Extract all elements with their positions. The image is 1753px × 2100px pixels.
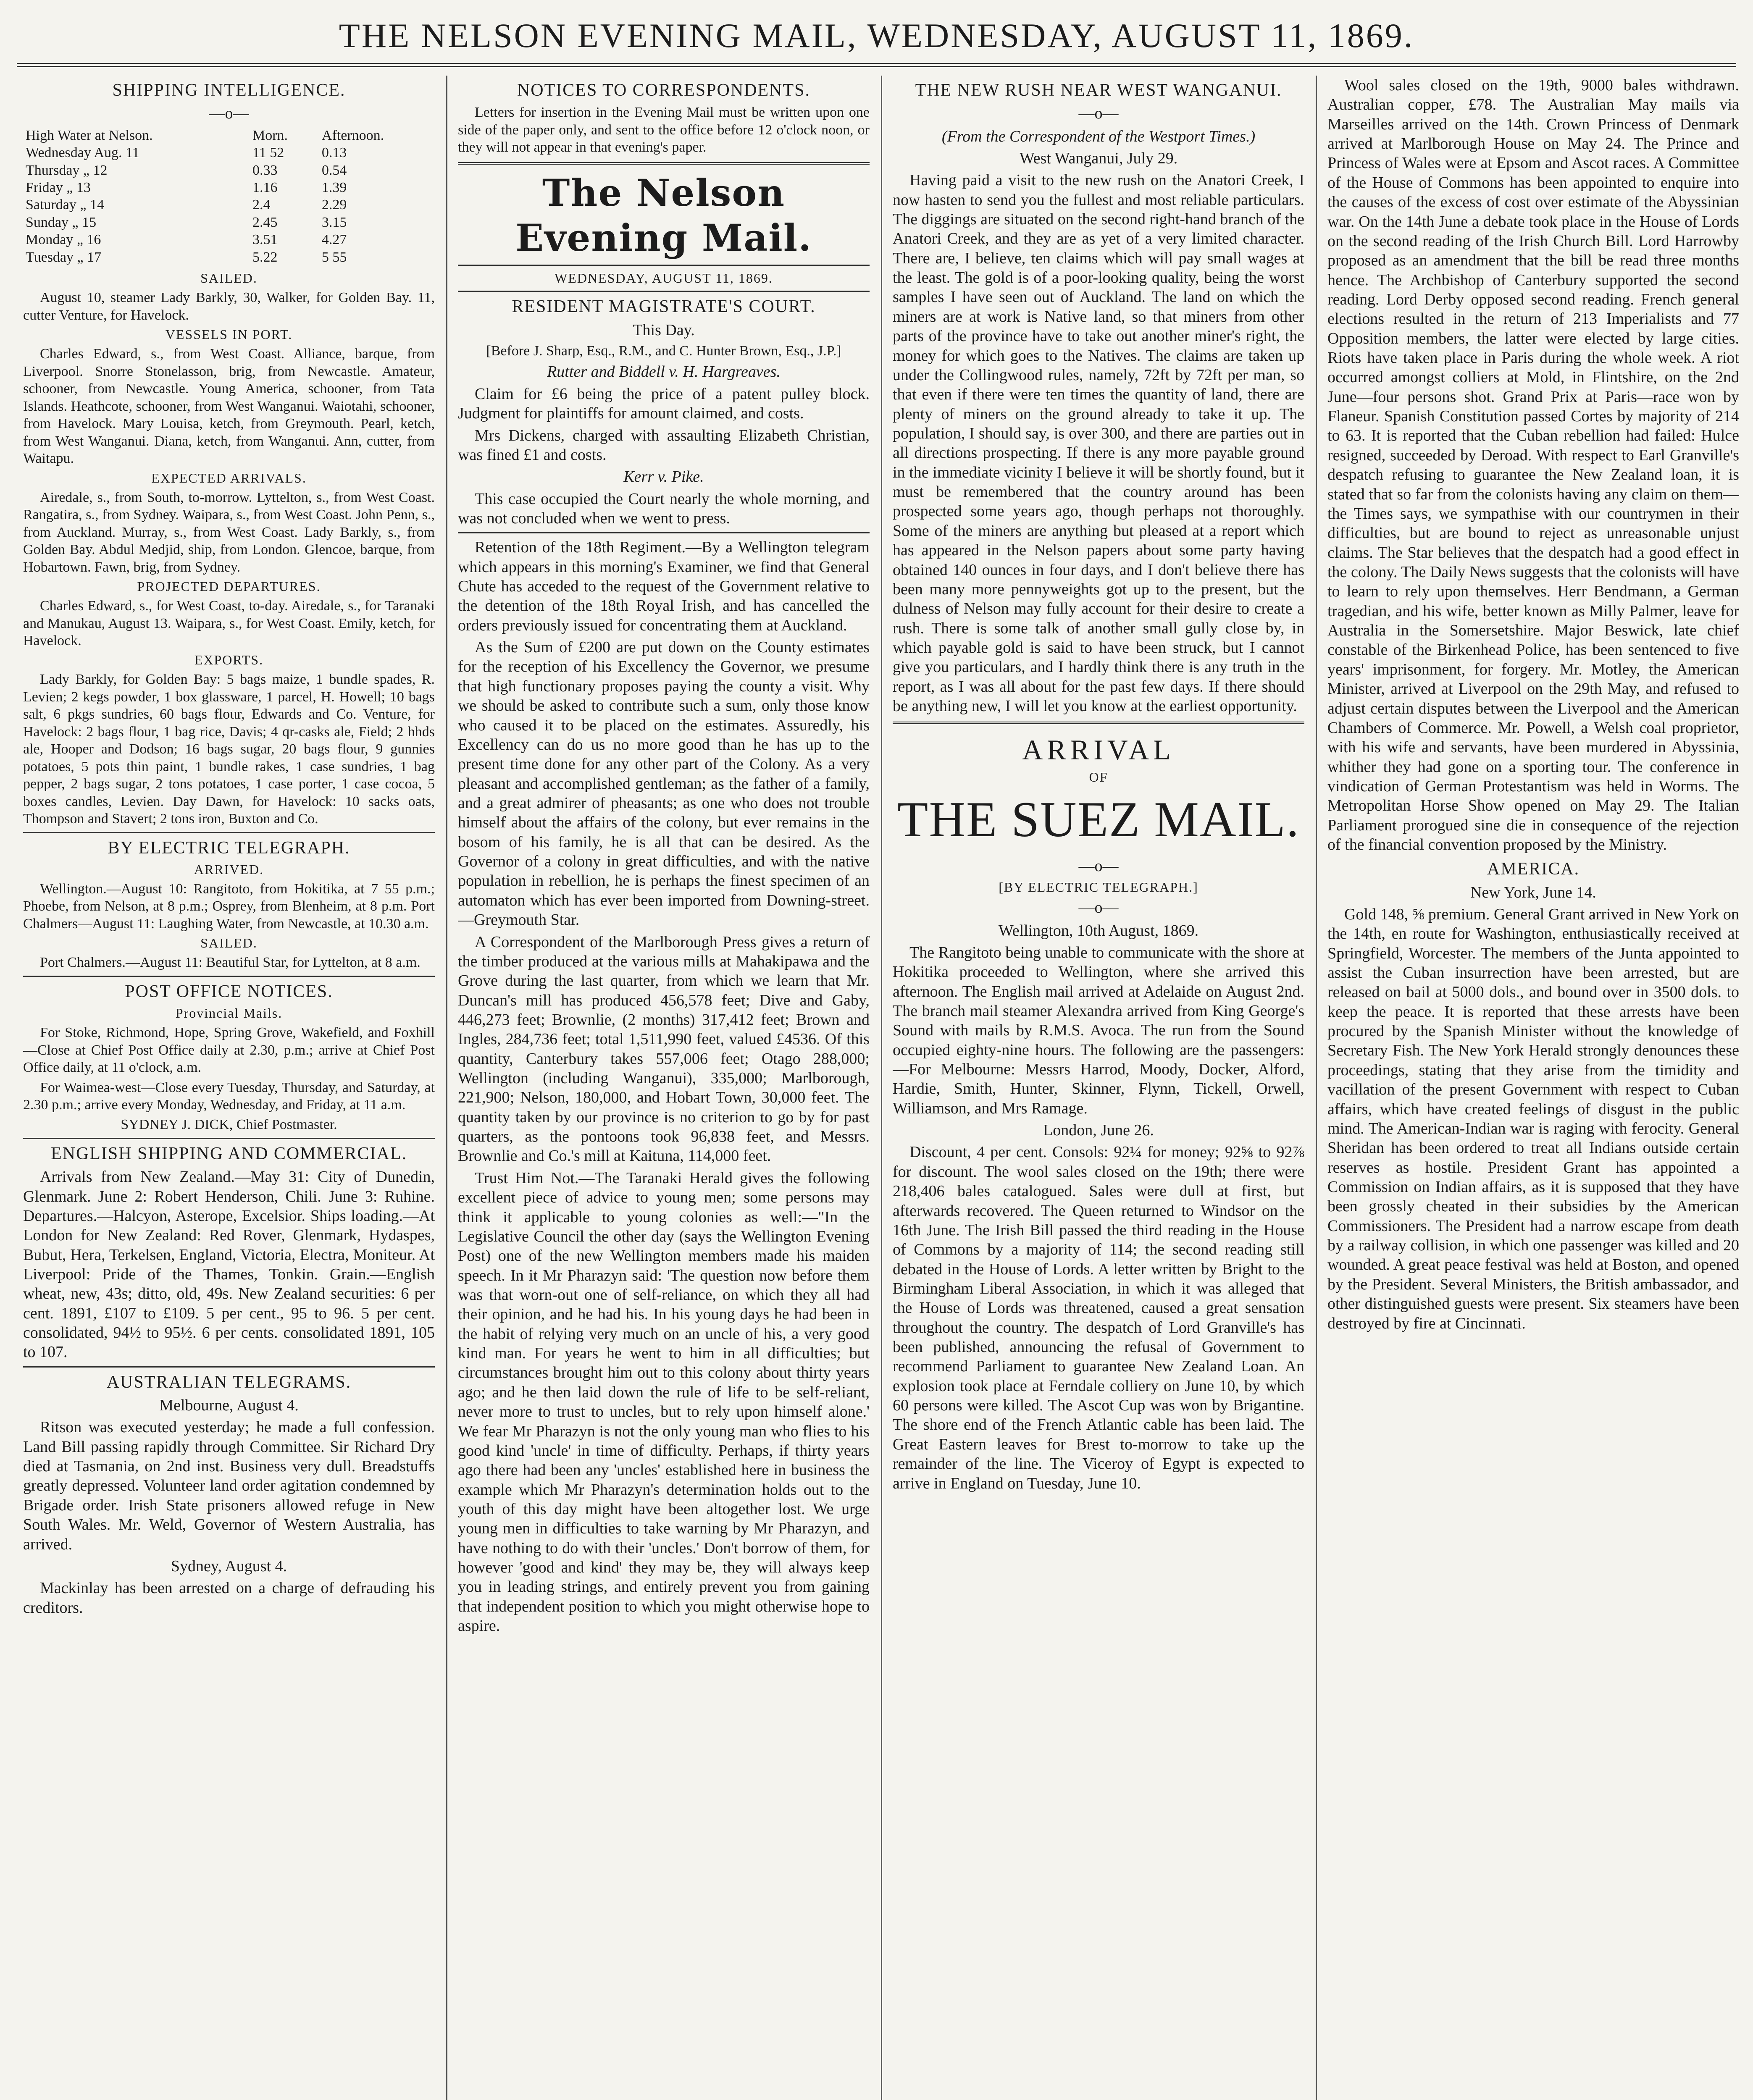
column-2 [458, 76, 870, 2100]
section-rule [23, 976, 435, 977]
paper-title: The Nelson Evening Mail. [515, 171, 812, 260]
column-divider [1316, 76, 1317, 2100]
post-signature: SYDNEY J. DICK, Chief Postmaster. [121, 1117, 337, 1133]
aus-dateline: Melbourne, August 4. [159, 1396, 299, 1414]
article-paragraph: Trust Him Not.—The Taranaki Herald gives the following excellent piece of advice to young men; some persons may think it applicable to young colonies as well:—"In the Legislative Council the other day (says the Wellington Evening Post) one of the new Wellington members made his maiden speech. In it Mr Pharazyn said: 'The question now before them was that worn-out one of self-reliance, on which they all had their opinion, and he had his. In his young days he had been in the habit of relying very much on an uncle of his, a very good kind man. For years he went to him in all difficulties; but circumstances brought him out to this colony about thirty years ago; and he then laid down the rule of life to be self-reliant, never more to trust to uncles, but to rely upon himself alone.' We fear Mr Pharazyn is not the only young man who flies to his good kind 'uncle' in time of difficulty. Perhaps, if thirty years ago there had been any 'uncles' established here in business the example which Mr Pharazyn's determination holds out to the youth of this day might have been altogether lost. We urge young men in difficulties to take warning by Mr Pharazyn, and have nothing to do with their 'uncles.' Don't borrow of them, for however 'good and kind' they may be, they will always keep you in leading strings, and entirely prevent you from gaining that independent position to which you might otherwise hope to aspire. [458, 1169, 870, 1635]
expected-heading: EXPECTED ARRIVALS. [151, 470, 307, 486]
tide-cell: 1.16 [252, 180, 278, 195]
column-1 [23, 76, 435, 2100]
tide-cell: 0.33 [252, 162, 278, 178]
case-title: Kerr v. Pike. [623, 468, 704, 486]
rush-heading: THE NEW RUSH NEAR WEST WANGANUI. [915, 81, 1282, 100]
notices-heading: NOTICES TO CORRESPONDENTS. [517, 81, 811, 100]
projected-heading: PROJECTED DEPARTURES. [137, 579, 321, 594]
tide-header: High Water at Nelson. [26, 127, 153, 143]
sailed-heading: SAILED. [200, 270, 258, 286]
section-rule [458, 265, 870, 266]
telegraph-label: [BY ELECTRIC TELEGRAPH.] [999, 879, 1198, 895]
section-rule [893, 722, 1304, 724]
america-dateline: New York, June 14. [1470, 883, 1596, 901]
aus-heading: AUSTRALIAN TELEGRAMS. [106, 1372, 352, 1392]
tide-cell: 1.39 [321, 180, 347, 195]
tide-cell: 2.4 [252, 197, 271, 213]
tide-cell: Friday „ 13 [26, 180, 91, 195]
exports-text: Lady Barkly, for Golden Bay: 5 bags maize, 1 bundle spades, R. Levien; 2 kegs powder, 1 box glassware, 1 parcel, H. Howell; 10 bags salt, 6 pkgs sundries, 60 bags flour, Edwards and Co. Venture, for Havelock: 2 bags flour, 1 bag rice, Davis; 4 qr-casks ale, Field; 2 hhds ale, Hooper and Dodson; 16 bags sugar, 20 bags flour, 9 gunnies potatoes, 5 pots thin paint, 1 bundle rakes, 1 case sundries, 1 bag pepper, 2 bags sugar, 2 tons potatoes, 1 case porter, 1 case cocoa, 5 boxes candles, Levien. Day Dawn, for Havelock: 10 sacks oats, Thompson and Stavert; 2 tons iron, Buxton and Co. [23, 672, 435, 827]
tide-header: Morn. [252, 127, 288, 143]
aus-text: Mackinlay has been arrested on a charge of defrauding his creditors. [23, 1579, 435, 1617]
rush-dateline: West Wanganui, July 29. [1019, 149, 1178, 167]
section-rule [458, 162, 870, 165]
post-heading: POST OFFICE NOTICES. [125, 982, 333, 1001]
case-title: Rutter and Biddell v. H. Hargreaves. [547, 363, 781, 381]
section-rule [23, 1138, 435, 1139]
arrived-text: Wellington.—August 10: Rangitoto, from Hokitika, at 7 55 p.m.; Phoebe, from Nelson, at 8 p.m.; Osprey, from Blenheim, at 8 p.m. Port Chalmers—August 11: Laughing Water, from Newcastle, at 10.30 a.m. [23, 881, 435, 932]
tide-cell: Wednesday Aug. 11 [26, 145, 139, 161]
ornament: —o— [1078, 857, 1119, 875]
london-dateline: London, June 26. [1043, 1121, 1154, 1139]
tide-cell: 11 52 [252, 145, 284, 161]
arrival-heading: ARRIVAL [1022, 734, 1175, 766]
tide-table [23, 127, 435, 266]
tide-cell: 0.54 [321, 162, 347, 178]
mail-text: The Rangitoto being unable to communicate with the shore at Hokitika proceeded to Wellington, where she arrived this afternoon. The English mail arrived at Adelaide on August 2nd. The branch mail steamer Alexandra arrived from King George's Sound with mails by R.M.S. Avoca. The run from the Sound occupied eighty-nine hours. The following are the passengers:—For Melbourne: Messrs Harrod, Moody, Docker, Alford, Hardie, Smith, Hunter, Skinner, Flynn, Tickell, Orwell, Williamson, and Mrs Ramage. [893, 943, 1304, 1117]
section-rule [458, 532, 870, 533]
case-text: This case occupied the Court nearly the whole morning, and was not concluded when we went to press. [458, 490, 870, 527]
news-text: Wool sales closed on the 19th, 9000 bales withdrawn. Australian copper, £78. The Australian May mails via Marseilles arrived on the 14th. Crown Princess of Denmark arrived at Marlborough House on May 24. The Prince and Princess of Wales were at Epsom and Ascot races. A Committee of the House of Commons has been appointed to enquire into the causes of the excess of cost over estimate of the Abyssinian war. On the 14th June a debate took place in the House of Lords on the second reading of the Irish Church Bill. Lord Harrowby proposed as an amendment that the bill be read three months hence. The Archbishop of Canterbury supported the second reading. Lord Derby opposed second reading. French general elections resulted in the return of 213 Imperialists and 77 Opposition members, the latter were elected by large cities. Riots have taken place in Paris during the whole week. A riot occurred amongst colliers at Mold, in Flintshire, on the 2nd June—four persons shot. Grand Prix at Paris—race won by Flaneur. Spanish Constitution passed Cortes by majority of 214 to 63. It is reported that the Cuban rebellion had failed: Hulce resigned, succeeded by Deroad. With respect to Earl Granville's despatch refusing to guarantee the New Zealand loan, it is stated that so far from the colonists having any claim on them—the Times says, we sympathise with our countrymen in their difficulties, but are bound to reject as unreasonable unjust claims. The Star believes that the despatch had a good effect in the colony. The Daily News suggests that the colonists will have to learn to rely upon themselves. Herr Bendmann, a German tragedian, and his wife, better known as Milly Palmer, leave for Australia in the Somersetshire. Major Beswick, late chief constable of the Birkenhead Police, has been sentenced to five years' imprisonment, for forgery. Mr. Motley, the American Minister, arrived at Liverpool on the 29th May, and refused to adjust certain disputes between the Liverpool and the American Chambers of Commerce. Mr. Powell, a Welsh coal proprietor, with his wife and servants, have been murdered in Abyssinia, whither they had gone on a sporting tour. The conference in vindication of German Protestantism was held in Worms. The Metropolitan Horse Show opened on May 29. The Italian Parliament prorogued sine die in consequence of the rejection of the financial convention proposed by the Ministry. [1327, 76, 1739, 854]
of-heading: OF [1089, 769, 1108, 785]
tide-cell: 5.22 [252, 249, 278, 265]
vessels-heading: VESSELS IN PORT. [165, 327, 293, 342]
arrived-heading: ARRIVED. [194, 861, 264, 877]
case-text: Claim for £6 being the price of a patent pulley block. Judgment for plaintiffs for amount claimed, and costs. [458, 385, 870, 423]
english-heading: ENGLISH SHIPPING AND COMMERCIAL. [50, 1144, 407, 1163]
column-divider [881, 76, 882, 2100]
court-subheading: This Day. [633, 321, 695, 339]
court-heading: RESIDENT MAGISTRATE'S COURT. [512, 297, 816, 317]
english-text: Arrivals from New Zealand.—May 31: City of Dunedin, Glenmark. June 2: Robert Henderson, Chili. June 3: Ruhine. Departures.—Halcyon, Asterope, Excelsior. Ships loading.—At London for New Zealand: Red Rover, Glenmark, Hydaspes, Bubut, Hera, Terkelsen, England, Victoria, Electra, Moniteur. At Liverpool: Pride of the Thames, Tonkin. Grain.—English wheat, new, 43s; ditto, old, 49s. New Zealand securities: 6 per cent. 1891, £107 to £109. 5 per cent., 95 to 96. 5 per cent. consolidated, 94½ to 95½. 6 per cents. consolidated 1891, 105 to 107. [23, 1168, 435, 1361]
ornament: —o— [1078, 105, 1119, 123]
aus-text: Ritson was executed yesterday; he made a full confession. Land Bill passing rapidly through Committee. Sir Richard Dry died at Tasmania, on 2nd inst. Business very dull. Breadstuffs greatly depressed. Volunteer land order agitation condemned by Brigade order. Irish State prisoners allowed refuge in New South Wales. Mr. Weld, Governor of Western Australia, has arrived. [23, 1418, 435, 1553]
america-text: Gold 148, ⅝ premium. General Grant arrived in New York on the 14th, en route for Washington, enthusiastically received at Springfield, Worcester. The members of the Junta appointed to assist the Cuban insurrection have been arrested, but are released on bail at 5000 dols., and bound over in 3500 dols. to keep the peace. It is reported that these arrests have been procured by the Spanish Minister without the knowledge of Secretary Fish. The New York Herald strongly denounces these proceedings, stating that they arise from the timidity and vacillation of the present Government with respect to Cuban affairs, which have created feelings of disgust in the public mind. The American-Indian war is raging with ferocity. General Sheridan has been ordered to treat all Indians outside certain reserves as hostile. President Grant has appointed a Commission on Indian affairs, as it is supposed that they have been grossly cheated in their subsidies by the American Commissioners. The President had a narrow escape from death by a railway collision, in which one passenger was killed and 20 wounded. A great peace festival was held at Boston, and opened by the President. Several Ministers, the British ambassador, and other distinguished guests were present. Six steamers have been destroyed by fire at Cincinnati. [1327, 905, 1739, 1332]
tide-cell: 2.29 [321, 197, 347, 213]
tide-cell: Sunday „ 15 [26, 214, 97, 230]
article-paragraph: A Correspondent of the Marlborough Press gives a return of the timber produced at the various mills at Mahakipawa and the Grove during the last quarter, from which we learn that Mr. Duncan's mill has produced 456,578 feet; Dive and Gaby, 446,273 feet; Brownlie, (2 months) 317,412 feet; Brown and Ingles, 284,736 feet; total 1,511,990 feet, valued £4536. Of this quantity, Canterbury takes 557,006 feet; Otago 288,000; Wellington (including Wanganui), 335,000; Marlborough, 221,900; Nelson, 180,000, and Hobart Town, 30,000 feet. The quantity taken by our province is no criterion to go by for past quarters, as the pontoons took 96,838 feet, and Messrs. Brownlie and Co.'s mill at Kaituna, 114,000 feet. [458, 933, 870, 1165]
ornament: —o— [1078, 899, 1119, 917]
tide-cell: 4.27 [321, 232, 347, 248]
rush-source: (From the Correspondent of the Westport Times.) [941, 127, 1256, 145]
section-rule [23, 1366, 435, 1368]
article-paragraph: As the Sum of £200 are put down on the County estimates for the reception of his Excellency the Governor, we presume that high functionary proposes paying the county a visit. Why we should be asked to contribute such a sum, only those know who caused it to be placed on the estimates. Assuredly, his Excellency can do us no more good than he has up to the present time done for any other part of the Colony. As a very pleasant and accomplished gentleman; as the father of a family, and a great admirer of pheasants; as one who does not trouble himself about the affairs of the colony, but ever remains in the bosom of his family, he is all that can be desired. As the Governor of a colony in great difficulties, and with the native population in rebellion, he is perhaps the finest specimen of an automaton which has ever been imported from Downing-street.—Greymouth Star. [458, 638, 870, 929]
tide-cell: Saturday „ 14 [26, 197, 104, 213]
projected-text: Charles Edward, s., for West Coast, to-day. Airedale, s., for Taranaki and Manukau, August 13. Waipara, s., for West Coast. Emily, ketch, for Havelock. [23, 598, 435, 648]
ornament: —o— [209, 105, 249, 123]
section-rule [23, 832, 435, 833]
sailed2-heading: SAILED. [200, 935, 258, 951]
column-divider [446, 76, 447, 2100]
column-3 [893, 76, 1304, 2100]
london-text: Discount, 4 per cent. Consols: 92¼ for money; 92⅝ to 92⅞ for discount. The wool sales closed on the 19th; there were 218,406 bales catalogued. Sales were dull at first, but afterwards recovered. The Queen returned to Windsor on the 16th June. The Irish Bill passed the third reading in the House of Commons by a majority of 114; the second reading still debated in the House of Lords. A letter written by Bright to the Birmingham Liberal Association, in which it was alleged that the House of Lords was threatened, caused a great sensation throughout the country. The despatch of Lord Granville's has been published, announcing the refusal of Government to recommend Parliament to guarantee New Zealand Loan. An explosion took place at Ferndale colliery on June 10, by which 60 persons were killed. The Ascot Cup was won by Brigantine. The shore end of the French Atlantic cable has been laid. The Great Eastern leaves for Brest to-morrow to take up the remainder of the line. The Viceroy of Egypt is expected to arrive in England on Tuesday, June 10. [893, 1143, 1304, 1492]
expected-text: Airedale, s., from South, to-morrow. Lyttelton, s., from West Coast. Rangatira, s., from Sydney. Waipara, s., from West Coast. John Penn, s., from Auckland. Murray, s., from West Coast. Lady Barkly, s., from Golden Bay. Abdul Medjid, ship, from London. Glencoe, barque, from Hobartown. Fawn, brig, from Sydney. [23, 489, 435, 575]
tide-cell: Thursday „ 12 [26, 162, 108, 178]
tide-cell: 5 55 [321, 249, 347, 265]
paper-dateline: WEDNESDAY, AUGUST 11, 1869. [555, 270, 773, 286]
notices-text: Letters for insertion in the Evening Mail must be written upon one side of the paper only, and sent to the office before 12 o'clock noon, or they will not appear in that evening's paper. [458, 105, 870, 155]
masthead-rule [17, 63, 1736, 67]
shipping-heading: SHIPPING INTELLIGENCE. [112, 81, 346, 100]
case-text: Mrs Dickens, charged with assaulting Elizabeth Christian, was fined £1 and costs. [458, 426, 870, 464]
tide-cell: 3.51 [252, 232, 278, 248]
wellington-dateline: Wellington, 10th August, 1869. [998, 921, 1199, 940]
section-rule [458, 291, 870, 292]
rush-text: Having paid a visit to the new rush on the Anatori Creek, I now hasten to send you the fullest and most reliable particulars. The diggings are situated on the second right-hand branch of the Anatori Creek, and they are as yet of a very limited character. There are, I believe, ten claims which will pay small wages at the least. The gold is of a poor-looking quality, being the worst samples I have seen out of Auckland. The land on which the miners are at work is Native land, so that miners from other parts of the province have to take out another miner's right, the money for which goes to the Natives. The claims are taken up under the Collingwood rules, namely, 72ft by 72ft per man, so that even if there were ten times the quantity of land, there are plenty of miners on the ground already to take it up. The population, I should say, is over 300, and there are parties out in all directions prospecting. If there is any more payable ground in the immediate vicinity I believe it will be shortly found, but it must be remembered that the country around has been prospected some years ago, though perhaps not thoroughly. Some of the miners are anything but pleased at a report which has appeared in the Nelson papers about some party having obtained 140 ounces in four days, and I don't believe there has been many more pennyweights got up to the present, but the dulness of Nelson may fully account for their desire to create a rush. There is some talk of another small gully close by, in which payable gold is said to have been struck, but I cannot give you particulars, and I hardly think there is any truth in the report, as I was all about for the past few days. If there should be anything new, I will let you know at the earliest opportunity. [893, 171, 1304, 715]
exports-heading: EXPORTS. [194, 652, 264, 668]
america-heading: AMERICA. [1487, 859, 1580, 879]
sailed-text: August 10, steamer Lady Barkly, 30, Walker, for Golden Bay. 11, cutter Venture, for Havelock. [23, 290, 435, 323]
aus-dateline: Sydney, August 4. [171, 1557, 287, 1575]
masthead: THE NELSON EVENING MAIL, WEDNESDAY, AUGUST 11, 1869. [339, 16, 1414, 55]
suez-heading: THE SUEZ MAIL. [897, 791, 1300, 848]
post-text: For Stoke, Richmond, Hope, Spring Grove, Wakefield, and Foxhill—Close at Chief Post Office daily at 2.30, p.m.; arrive at Chief Post Office daily, at 11 o'clock, a.m. [23, 1025, 435, 1076]
column-4 [1327, 76, 1739, 2100]
post-subheading: Provincial Mails. [175, 1005, 283, 1021]
tide-cell: 0.13 [321, 145, 347, 161]
article-paragraph: Retention of the 18th Regiment.—By a Wellington telegram which appears in this morning's Examiner, we find that General Chute has acceded to the request of the Government relative to the detention of the 18th Royal Irish, and has cancelled the orders previously issued for concentrating them at Auckland. [458, 538, 870, 634]
tide-cell: Tuesday „ 17 [26, 249, 102, 265]
sailed2-text: Port Chalmers.—August 11: Beautiful Star, for Lyttelton, at 8 a.m. [40, 955, 421, 971]
vessels-text: Charles Edward, s., from West Coast. Alliance, barque, from Liverpool. Snorre Stonelasson, brig, from Newcastle. Amateur, schooner, from Newcastle. Young America, schooner, from Tata Islands. Heathcote, schooner, from West Wanganui. Waiotahi, schooner, from Havelock. Mary Louisa, ketch, from Greymouth. Pearl, ketch, from West Wanganui. Diana, ketch, from Wanganui. Ann, cutter, from Waitapu. [23, 346, 435, 467]
tide-cell: 3.15 [321, 214, 347, 230]
tide-header: Afternoon. [321, 127, 384, 143]
court-before: [Before J. Sharp, Esq., R.M., and C. Hunter Brown, Esq., J.P.] [486, 343, 841, 359]
post-text: For Waimea-west—Close every Tuesday, Thursday, and Saturday, at 2.30 p.m.; arrive every Monday, Wednesday, and Friday, at 11 a.m. [23, 1079, 435, 1113]
tide-cell: Monday „ 16 [26, 232, 101, 248]
tide-cell: 2.45 [252, 214, 278, 230]
telegraph-heading: BY ELECTRIC TELEGRAPH. [108, 838, 350, 858]
